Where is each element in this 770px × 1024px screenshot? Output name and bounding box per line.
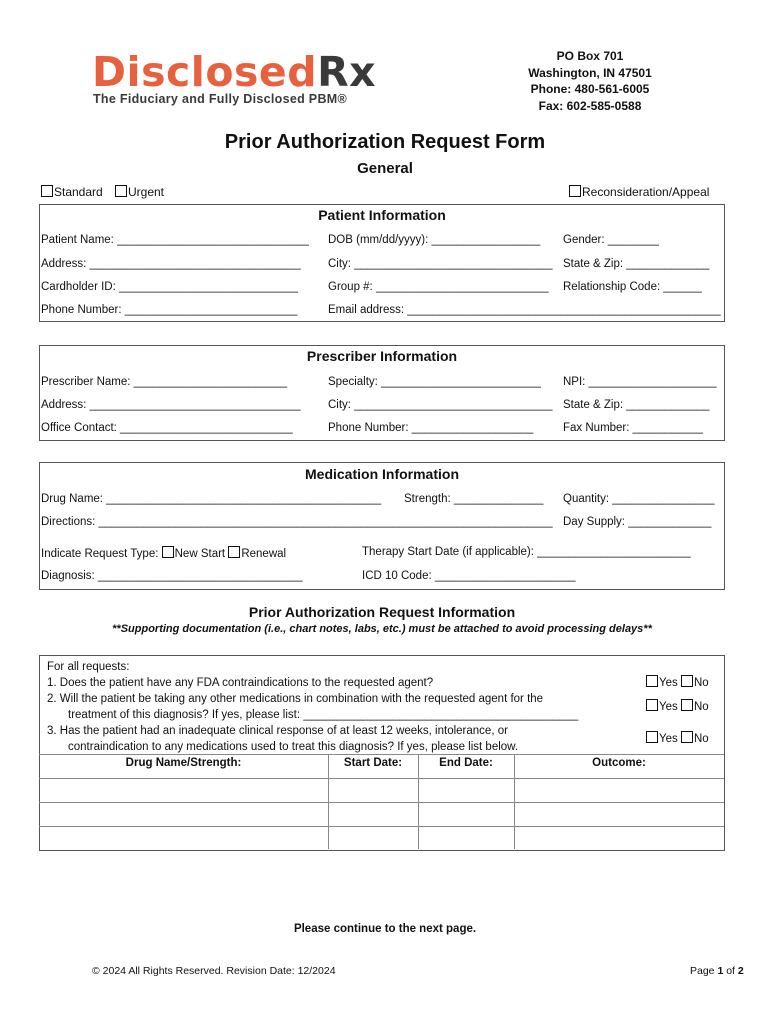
q3-no-option[interactable]: No [681, 733, 709, 745]
standard-option[interactable]: Standard [41, 185, 103, 199]
phone-line: Phone: 480-561-6005 [530, 82, 650, 96]
standard-checkbox[interactable] [41, 185, 53, 197]
pa-info-title: Prior Authorization Request Information [248, 604, 516, 620]
q1-answer [646, 675, 709, 689]
address-line: Washington, IN 47501 [528, 65, 652, 80]
fax-number-field[interactable]: Fax Number: ___________ [563, 422, 704, 434]
q1-no-option[interactable]: No [681, 677, 709, 689]
q1-no-checkbox[interactable] [681, 675, 693, 687]
new-start-option[interactable]: New Start [162, 548, 226, 560]
prescriber-phone-field[interactable]: Phone Number: ___________________ [328, 422, 534, 434]
request-type-label: Indicate Request Type: [41, 548, 159, 560]
reconsideration-checkbox[interactable] [569, 185, 581, 197]
q3-answer [646, 731, 709, 745]
q2-yes-checkbox[interactable] [646, 699, 658, 711]
q1-yes-option[interactable]: Yes [646, 677, 678, 689]
q3-yes-option[interactable]: Yes [646, 733, 678, 745]
col-end-date: End Date: [439, 757, 493, 769]
reconsideration-option[interactable]: Reconsideration/Appeal [569, 185, 709, 199]
fax-line: Fax: 602-585-0588 [538, 98, 642, 113]
patient-state-zip-field[interactable]: State & Zip: _____________ [563, 258, 710, 270]
q1-yes-checkbox[interactable] [646, 675, 658, 687]
prescriber-address-field[interactable]: Address: _________________________________ [41, 399, 301, 411]
relationship-code-field[interactable]: Relationship Code: ______ [563, 281, 702, 293]
question-1: 1. Does the patient have any FDA contraindications to the requested agent? [47, 677, 434, 689]
medication-info-title: Medication Information [305, 466, 459, 482]
day-supply-field[interactable]: Day Supply: _____________ [563, 516, 712, 528]
urgent-checkbox[interactable] [115, 185, 127, 197]
diagnosis-field[interactable]: Diagnosis: ________________________________ [41, 570, 303, 582]
table-cell-drug-row2[interactable] [40, 803, 327, 825]
new-start-checkbox[interactable] [162, 546, 174, 558]
page-total: 2 [737, 965, 744, 977]
specialty-field[interactable]: Specialty: _________________________ [328, 376, 541, 388]
q2-no-checkbox[interactable] [681, 699, 693, 711]
dob-field[interactable]: DOB (mm/dd/yyyy): _________________ [328, 234, 541, 246]
logo-tagline: The Fiduciary and Fully Disclosed PBM® [93, 92, 347, 106]
for-all-requests-label: For all requests: [47, 661, 130, 673]
patient-phone-field[interactable]: Phone Number: ___________________________ [41, 304, 298, 316]
prescriber-name-field[interactable]: Prescriber Name: ________________________ [41, 376, 288, 388]
prescriber-city-field[interactable]: City: _______________________________ [328, 399, 553, 411]
patient-name-field[interactable]: Patient Name: ______________________________ [41, 234, 309, 246]
group-number-field[interactable]: Group #: ___________________________ [328, 281, 549, 293]
question-2-cont[interactable]: treatment of this diagnosis? If yes, please list: ___________________________________________ [68, 709, 579, 721]
prescriber-info-title: Prescriber Information [306, 348, 458, 364]
therapy-start-field[interactable]: Therapy Start Date (if applicable): ________________________ [362, 546, 691, 558]
logo-brand: Disclosed [92, 48, 318, 96]
prescriber-state-zip-field[interactable]: State & Zip: _____________ [563, 399, 710, 411]
question-2: 2. Will the patient be taking any other medications in combination with the requested agent for the [47, 693, 544, 705]
continue-note: Please continue to the next page. [293, 923, 477, 935]
icd10-field[interactable]: ICD 10 Code: ______________________ [362, 570, 576, 582]
q3-yes-checkbox[interactable] [646, 731, 658, 743]
urgent-option[interactable]: Urgent [115, 185, 164, 199]
request-type-row [41, 546, 286, 560]
question-3: 3. Has the patient had an inadequate clinical response of at least 12 weeks, intolerance, or [47, 725, 508, 737]
patient-city-field[interactable]: City: _______________________________ [328, 258, 553, 270]
q2-yes-option[interactable]: Yes [646, 701, 678, 713]
patient-info-title: Patient Information [318, 207, 446, 223]
npi-field[interactable]: NPI: ____________________ [563, 376, 717, 388]
cardholder-id-field[interactable]: Cardholder ID: ____________________________ [41, 281, 299, 293]
q3-no-checkbox[interactable] [681, 731, 693, 743]
logo-rx: Rx [317, 48, 377, 96]
renewal-checkbox[interactable] [228, 546, 240, 558]
question-3-cont: contraindication to any medications used to treat this diagnosis? If yes, please list below. [68, 741, 519, 753]
copyright: © 2024 All Rights Reserved. Revision Date: 12/2024 [92, 965, 336, 977]
gender-field[interactable]: Gender: ________ [563, 234, 659, 246]
q2-no-option[interactable]: No [681, 701, 709, 713]
renewal-option[interactable]: Renewal [228, 548, 286, 560]
form-subtitle: General [357, 160, 413, 177]
supporting-docs-note: **Supporting documentation (i.e., chart notes, labs, etc.) must be attached to avoid processing delays** [112, 623, 652, 635]
col-start-date: Start Date: [343, 757, 403, 769]
table-cell-drug-row3[interactable] [40, 827, 327, 848]
form-title: Prior Authorization Request Form [224, 131, 546, 153]
directions-field[interactable]: Directions: _______________________________________________________________________ [41, 516, 553, 528]
col-outcome: Outcome: [592, 757, 646, 769]
patient-address-field[interactable]: Address: _________________________________ [41, 258, 301, 270]
strength-field[interactable]: Strength: ______________ [404, 493, 544, 505]
quantity-field[interactable]: Quantity: ________________ [563, 493, 715, 505]
table-cell-drug-row1[interactable] [40, 779, 327, 801]
col-drug-name: Drug Name/Strength: [125, 757, 242, 769]
drug-name-field[interactable]: Drug Name: ___________________________________________ [41, 493, 382, 505]
page-number: Page 1 of 2 [690, 965, 744, 977]
company-address [490, 48, 690, 114]
table-top-rule [39, 754, 724, 755]
q2-answer [646, 699, 709, 713]
office-contact-field[interactable]: Office Contact: ___________________________ [41, 422, 293, 434]
address-line: PO Box 701 [556, 49, 624, 63]
page-current: 1 [717, 965, 724, 977]
company-logo [92, 48, 377, 96]
email-field[interactable]: Email address: _________________________________________________ [328, 304, 721, 316]
